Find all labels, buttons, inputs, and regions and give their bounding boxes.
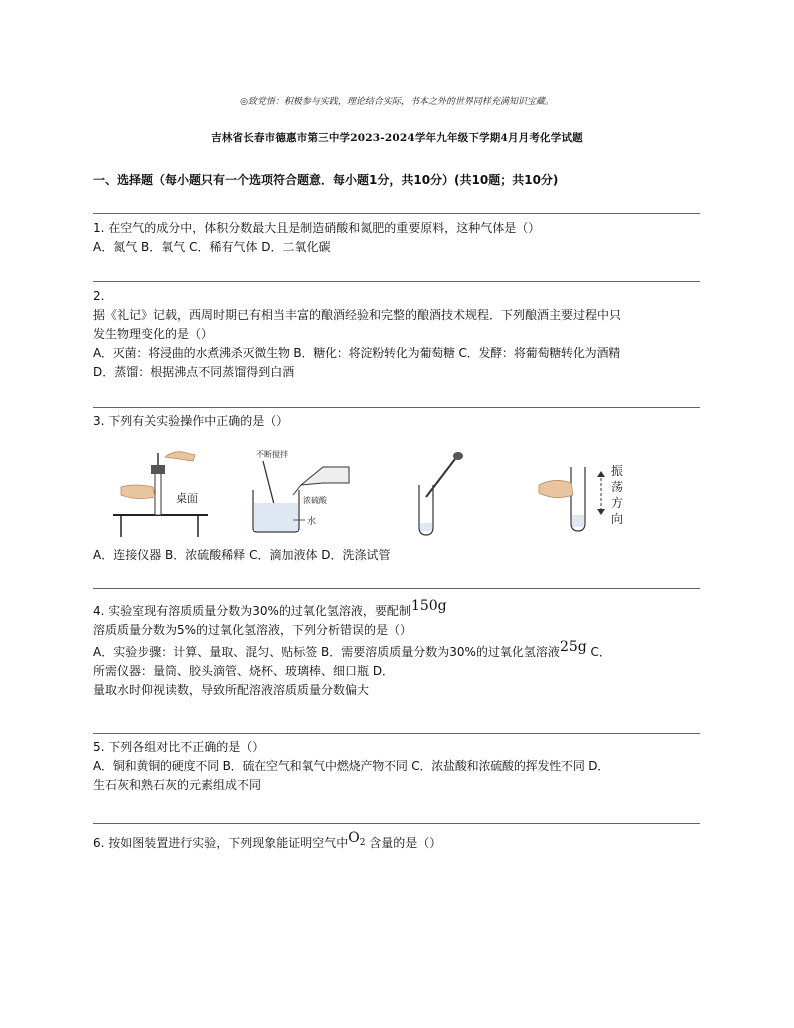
acid-label: 浓硫酸: [303, 496, 327, 505]
question-6-text: 含量的是（）: [365, 836, 442, 850]
question-4-line: 量取水时仰视读数，导致所配溶液溶质质量分数偏大: [93, 683, 370, 697]
divider: [93, 407, 700, 408]
divider: [93, 588, 700, 589]
question-3-options: A．连接仪器 B．浓硫酸稀释 C．滴加液体 D．洗涤试管: [93, 548, 391, 562]
question-4: [93, 598, 700, 700]
formula-symbol: O: [348, 830, 360, 846]
divider: [93, 213, 700, 214]
question-1-stem: 1. 在空气的成分中，体积分数最大且是制造硝酸和氮肥的重要原料，这种气体是（）: [93, 221, 541, 235]
question-2-line: D．蒸馏：根据沸点不同蒸馏得到白酒: [93, 365, 295, 379]
oxygen-formula: [348, 830, 365, 846]
question-3-stem: 3. 下列有关实验操作中正确的是（）: [93, 414, 289, 428]
liquid: [420, 523, 432, 531]
question-2-line: A．灭菌：将浸曲的水煮沸杀灭微生物 B．糖化：将淀粉转化为葡萄糖 C．发酵：将葡萄糖转化为酒精: [93, 346, 621, 360]
question-3-options-block: [93, 546, 700, 565]
rubber-stopper: [151, 465, 165, 474]
pouring-stream: [293, 485, 301, 495]
liquid: [572, 515, 584, 527]
question-1: [93, 219, 700, 257]
figure-b-dilute-acid: [253, 449, 349, 532]
shake-label-char: 荡: [611, 480, 624, 494]
hand-icon: [165, 452, 195, 461]
question-2-line: 发生物理变化的是（）: [93, 327, 214, 341]
water-label: 水: [307, 517, 317, 527]
water-in-beaker: [254, 503, 298, 531]
motto: ◎致党悟：积极参与实践，理论结合实际，书本之外的世界同样充满知识宝藏。: [240, 97, 554, 107]
question-4-text: 4. 实验室现有溶质质量分数为30%的过氧化氢溶液，要配制: [93, 604, 411, 618]
question-3-figures: [93, 445, 653, 540]
hand-icon: [121, 485, 155, 499]
question-3: [93, 412, 700, 431]
divider: [93, 281, 700, 282]
question-4-line: 所需仪器：量筒、胶头滴管、烧杯、玻璃棒、细口瓶 D．: [93, 664, 395, 678]
question-2-number: 2.: [93, 289, 105, 303]
acid-bottle: [301, 467, 349, 485]
question-4-line: 溶质质量分数为5%的过氧化氢溶液，下列分析错误的是（）: [93, 623, 413, 637]
dropper-bulb: [453, 452, 463, 460]
question-1-options: A．氮气 B．氧气 C．稀有气体 D．二氧化碳: [93, 240, 331, 254]
question-2-line: 据《礼记》记载，西周时期已有相当丰富的酿酒经验和完整的酿酒技术规程．下列酿酒主要过程中只: [93, 308, 622, 322]
question-5-line: 生石灰和熟石灰的元素组成不同: [93, 778, 262, 792]
divider: [93, 823, 700, 824]
question-2: [93, 287, 700, 382]
question-6-text: 6. 按如图装置进行实验，下列现象能证明空气中: [93, 836, 349, 850]
shake-label-char: 振: [611, 464, 624, 478]
mass-25g: 25g: [559, 639, 587, 655]
figure-c-add-liquid: [419, 452, 463, 535]
question-5-line: A．铜和黄铜的硬度不同 B．硫在空气和氧气中燃烧产物不同 C．浓盐酸和浓硫酸的挥发性不同 D．: [93, 759, 610, 773]
question-4-text: A．实验步骤：计算、量取、混匀、贴标签 B．需要溶质质量分数为30%的过氧化氢溶液: [93, 645, 560, 659]
divider: [93, 733, 700, 734]
arrow-down-icon: [597, 509, 605, 515]
shake-label-char: 方: [611, 496, 624, 510]
shake-label-char: 向: [611, 512, 624, 526]
question-6: [93, 830, 700, 855]
page-title: 吉林省长春市德惠市第三中学2023-2024学年九年级下学期4月月考化学试题: [211, 132, 583, 144]
question-4-text: C．: [586, 645, 611, 659]
test-tube: [155, 473, 161, 515]
formula-subscript: 2: [359, 838, 366, 848]
hand-icon: [539, 480, 573, 497]
dropper: [426, 459, 455, 497]
figure-a-connect-instruments: [113, 452, 208, 537]
figure-d-wash-tube: [539, 463, 623, 531]
question-5: [93, 738, 700, 795]
question-5-stem: 5. 下列各组对比不正确的是（）: [93, 740, 265, 754]
section-heading: 一、选择题（每小题只有一个选项符合题意．每小题1分，共10分）(共10题；共10分): [93, 173, 559, 187]
mass-150g: 150g: [410, 598, 447, 614]
question-4-line: [93, 598, 700, 621]
stir-label: 不断搅拌: [256, 450, 288, 459]
question-6-stem: [93, 830, 700, 855]
desk-label: 桌面: [176, 492, 198, 505]
question-4-line: [93, 639, 700, 662]
arrow-up-icon: [597, 471, 605, 477]
